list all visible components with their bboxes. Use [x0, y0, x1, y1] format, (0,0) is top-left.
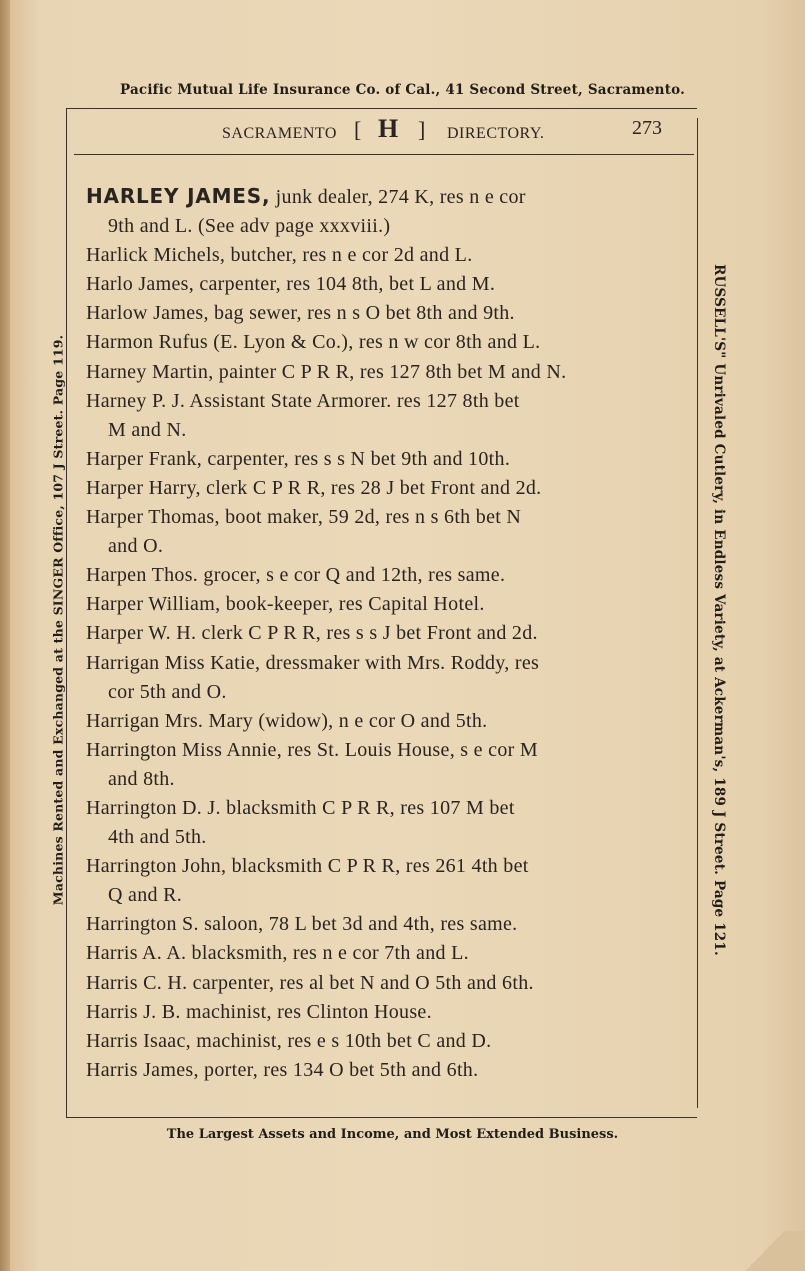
entry-text: 4th and 5th.: [108, 826, 207, 849]
directory-entry: [86, 387, 686, 445]
entry-text: Harlow James, bag sewer, res n s O bet 8th and 9th.: [86, 302, 515, 325]
top-advertisement: Pacific Mutual Life Insurance Co. of Cal., 41 Second Street, Sacramento.: [120, 82, 685, 98]
directory-entry: [86, 910, 686, 939]
entry-first-line: [86, 561, 686, 590]
entry-continuation-line: [86, 532, 686, 561]
entry-first-line: [86, 387, 686, 416]
book-spine-edge: [0, 0, 10, 1271]
directory-entry: [86, 561, 686, 590]
entry-text: Harney P. J. Assistant State Armorer. res 127 8th bet: [86, 389, 520, 412]
page-corner-fold: [725, 1231, 805, 1271]
entry-first-line: [86, 998, 686, 1027]
entry-first-line: [86, 707, 686, 736]
entry-text: junk dealer, 274 K, res n e cor: [270, 186, 526, 208]
entry-continuation-line: [86, 678, 686, 707]
entry-text: Harrington S. saloon, 78 L bet 3d and 4th, res same.: [86, 913, 518, 936]
entry-first-line: [86, 649, 686, 678]
bottom-advertisement: The Largest Assets and Income, and Most Extended Business.: [166, 1127, 619, 1142]
directory-entry: [86, 1056, 686, 1085]
entry-text: Harrington D. J. blacksmith C P R R, res 107 M bet: [86, 796, 515, 819]
page-number: 273: [632, 117, 662, 139]
header-bracket-close: ]: [418, 117, 426, 142]
directory-entry: [86, 794, 686, 852]
directory-entry: [86, 299, 686, 328]
directory-entry: [86, 998, 686, 1027]
entry-lead-name: HARLEY JAMES,: [86, 184, 271, 208]
entry-first-line: [86, 241, 686, 270]
entry-text: Harper Frank, carpenter, res s s N bet 9th and 10th.: [86, 447, 511, 470]
entry-first-line: [86, 1056, 686, 1085]
directory-entries: [86, 182, 686, 1085]
entry-continuation-line: [86, 823, 686, 852]
entry-text: Harrington Miss Annie, res St. Louis House, s e cor M: [86, 738, 538, 761]
directory-entry: [86, 328, 686, 357]
entry-text: 9th and L. (See adv page xxxviii.): [108, 215, 391, 238]
directory-entry: [86, 474, 686, 503]
entry-text: Harper Thomas, boot maker, 59 2d, res n s 6th bet N: [86, 506, 522, 529]
entry-text: and 8th.: [108, 767, 175, 790]
entry-first-line: [86, 299, 686, 328]
entry-text: Harper W. H. clerk C P R R, res s s J bet Front and 2d.: [86, 622, 538, 645]
entry-text: Harris J. B. machinist, res Clinton House.: [86, 1000, 432, 1023]
entry-first-line: [86, 590, 686, 619]
entry-first-line: [86, 794, 686, 823]
directory-entry: [86, 707, 686, 736]
directory-entry: [86, 736, 686, 794]
entry-first-line: [86, 1027, 686, 1056]
entry-text: Q and R.: [108, 884, 183, 907]
entry-text: Harris C. H. carpenter, res al bet N and O 5th and 6th.: [86, 971, 534, 994]
entry-first-line: [86, 910, 686, 939]
entry-first-line: [86, 852, 686, 881]
page-frame-right-rule: [697, 118, 698, 1108]
entry-first-line: [86, 182, 686, 212]
entry-continuation-line: [86, 416, 686, 445]
directory-entry: [86, 649, 686, 707]
header-directory-label: DIRECTORY.: [447, 125, 545, 142]
header-city: SACRAMENTO: [222, 125, 337, 142]
entry-first-line: [86, 619, 686, 648]
entry-text: Harris James, porter, res 134 O bet 5th and 6th.: [86, 1058, 479, 1081]
entry-text: Harney Martin, painter C P R R, res 127 8th bet M and N.: [86, 360, 567, 383]
directory-entry: [86, 241, 686, 270]
directory-entry: [86, 590, 686, 619]
right-margin-advertisement: RUSSELL'S" Unrivaled Cutlery, in Endless Variety, at Ackerman's, 189 J Street. Page 121.: [711, 264, 727, 956]
entry-continuation-line: [86, 765, 686, 794]
entry-text: Harris Isaac, machinist, res e s 10th bet C and D.: [86, 1029, 492, 1052]
entry-text: Harpen Thos. grocer, s e cor Q and 12th, res same.: [86, 564, 506, 587]
directory-entry: [86, 503, 686, 561]
entry-text: Harper William, book-keeper, res Capital Hotel.: [86, 593, 485, 616]
directory-entry: [86, 852, 686, 910]
header-bracket-open: [: [354, 117, 362, 142]
entry-text: and O.: [108, 535, 164, 558]
entry-text: Harrington John, blacksmith C P R R, res 261 4th bet: [86, 855, 529, 878]
directory-entry: [86, 445, 686, 474]
directory-entry: [86, 939, 686, 968]
directory-entry: [86, 270, 686, 299]
directory-entry: [86, 358, 686, 387]
entry-first-line: [86, 328, 686, 357]
entry-first-line: [86, 358, 686, 387]
header-rule: [74, 154, 694, 155]
entry-text: Harrigan Mrs. Mary (widow), n e cor O and 5th.: [86, 709, 488, 732]
entry-continuation-line: [86, 212, 686, 241]
directory-entry: [86, 969, 686, 998]
entry-first-line: [86, 969, 686, 998]
entry-text: Harmon Rufus (E. Lyon & Co.), res n w cor 8th and L.: [86, 331, 541, 354]
left-margin-advertisement: Machines Rented and Exchanged at the SINGER Office, 107 J Street. Page 119.: [50, 334, 66, 906]
entry-text: Harris A. A. blacksmith, res n e cor 7th and L.: [86, 942, 469, 965]
entry-text: Harlo James, carpenter, res 104 8th, bet L and M.: [86, 273, 496, 296]
directory-entry: [86, 619, 686, 648]
entry-text: Harper Harry, clerk C P R R, res 28 J bet Front and 2d.: [86, 476, 542, 499]
entry-text: Harrigan Miss Katie, dressmaker with Mrs. Roddy, res: [86, 651, 540, 674]
header-section-letter: H: [378, 114, 399, 143]
directory-entry: [86, 1027, 686, 1056]
entry-first-line: [86, 270, 686, 299]
entry-continuation-line: [86, 881, 686, 910]
entry-text: Harlick Michels, butcher, res n e cor 2d and L.: [86, 244, 473, 267]
entry-text: M and N.: [108, 418, 187, 441]
entry-text: cor 5th and O.: [108, 680, 227, 703]
entry-first-line: [86, 503, 686, 532]
entry-first-line: [86, 445, 686, 474]
entry-first-line: [86, 474, 686, 503]
directory-entry: [86, 182, 686, 241]
entry-first-line: [86, 736, 686, 765]
entry-first-line: [86, 939, 686, 968]
